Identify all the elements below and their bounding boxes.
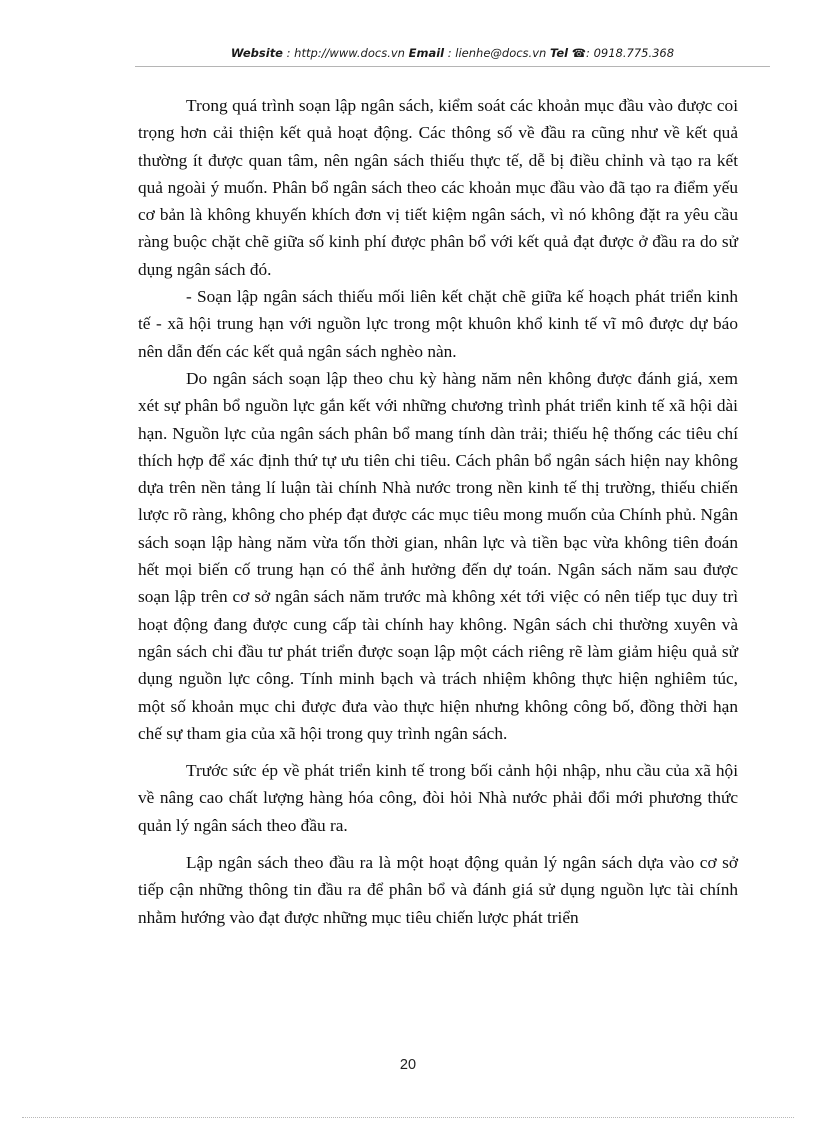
paragraph-integration-pressure: Trước sức ép về phát triển kinh tế trong bối cảnh hội nhập, nhu cầu của xã hội về nâng cao chất lượng hàng hóa công, đòi hỏi Nhà nước phải đổi mới phương thức quản lý ngân sách theo đầu ra. bbox=[138, 761, 738, 835]
paragraph-planning-link: - Soạn lập ngân sách thiếu mối liên kết chặt chẽ giữa kế hoạch phát triển kinh tế - xã hội trung hạn với nguồn lực trong một khuôn khổ kinh tế vĩ mô được dự báo nên dẫn đến các kết quả ngân sách nghèo nàn. bbox=[138, 287, 738, 361]
email-address: : lienhe@docs.vn bbox=[444, 46, 550, 60]
paragraph-annual-cycle: Do ngân sách soạn lập theo chu kỳ hàng năm nên không được đánh giá, xem xét sự phân bổ nguồn lực gắn kết với những chương trình phát triển kinh tế xã hội dài hạn. Nguồn lực của ngân sách phân bổ mang tính dàn trải; thiếu hệ thống các tiêu chí thích hợp để xác định thứ tự ưu tiên chi tiêu. Cách phân bổ ngân sách hiện nay không dựa trên nền tảng lí luận tài chính Nhà nước trong nền kinh tế thị trường, thiếu chiến lược rõ ràng, không cho phép đạt được các mục tiêu mong muốn của Chính phủ. Ngân sách soạn lập hàng năm vừa tốn thời gian, nhân lực và tiền bạc vừa không tiên đoán hết mọi biến cố trung hạn có thể ảnh hưởng đến dự toán. Ngân sách năm sau được soạn lập trên cơ sở ngân sách năm trước mà không xét tới việc có nên tiếp tục duy trì hoạt động đang được cung cấp tài chính hay không. Ngân sách chi thường xuyên và ngân sách chi đầu tư phát triển được soạn lập một cách riêng rẽ làm giảm hiệu quả sử dụng nguồn lực công. Tính minh bạch và trách nhiệm không thực hiện nghiêm túc, một số khoản mục chi được đưa vào thực hiện nhưng không công bố, đồng thời hạn chế sự tham gia của xã hội trong quy trình ngân sách. bbox=[138, 368, 738, 743]
paragraph-output-budgeting: Lập ngân sách theo đầu ra là một hoạt động quản lý ngân sách dựa vào cơ sở tiếp cận những thông tin đầu ra để phân bổ và đánh giá sử dụng nguồn lực tài chính nhằm hướng vào đạt được những mục tiêu chiến lược phát triển bbox=[138, 853, 738, 927]
footer-divider bbox=[22, 1117, 794, 1118]
paragraph-input-control: Trong quá trình soạn lập ngân sách, kiểm soát các khoản mục đầu vào được coi trọng hơn cải thiện kết quả hoạt động. Các thông số về đầu ra cũng như về kết quả thường ít được quan tâm, nên ngân sách thiếu thực tế, dễ bị điều chỉnh và tạo ra kết quả ngoài ý muốn. Phân bổ ngân sách theo các khoản mục đầu vào đã tạo ra điểm yếu cơ bản là không khuyến khích đơn vị tiết kiệm ngân sách, vì nó không đặt ra yêu cầu ràng buộc chặt chẽ giữa số kinh phí được phân bổ với kết quả đạt được ở đầu ra do sử dụng ngân sách đó. bbox=[138, 96, 738, 279]
page-number: 20 bbox=[399, 1057, 417, 1073]
website-label: Website bbox=[230, 46, 283, 60]
tel-label: Tel bbox=[549, 46, 569, 60]
website-url: : http://www.docs.vn bbox=[283, 46, 409, 60]
page-header bbox=[135, 46, 770, 60]
email-label: Email bbox=[408, 46, 445, 60]
phone-icon: ☎ bbox=[571, 46, 587, 60]
tel-number: : 0918.775.368 bbox=[586, 46, 675, 60]
body-text bbox=[138, 92, 738, 931]
header-divider bbox=[135, 66, 770, 67]
